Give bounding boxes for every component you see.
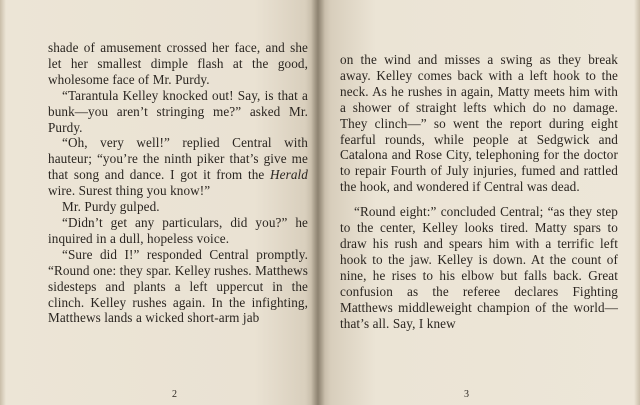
paragraph: “Round eight:” concluded Central; “as they step to the center, Kelley looks tired. Matty spars to draw his rush and spears him with a terrific left hook to the jaw. Kelley is down. At the count of nine, he rises to his elbow but falls back. Great confusion as the referee declares Fighting Matthews middleweight champion of the world—that’s all. Say, I knew xyxy=(340,204,618,331)
paragraph: “Sure did I!” responded Central promptly. “Round one: they spar. Kelley rushes. Matthews sidesteps and plants a left uppercut in the clinch. Kelley rushes again. In the infighting, Matthews lands a wicked short-arm jab xyxy=(48,246,308,326)
book-gutter xyxy=(311,0,325,405)
page-edge-shadow xyxy=(0,0,6,405)
left-page xyxy=(0,0,318,405)
paragraph: shade of amusement crossed her face, and she let her smallest dimple flash at the good, wholesome face of Mr. Purdy. xyxy=(48,40,308,87)
right-page-text xyxy=(340,52,618,331)
page-number: 3 xyxy=(464,389,469,400)
page-edge-shadow xyxy=(634,0,640,405)
paragraph: “Tarantula Kelley knocked out! Say, is that a bunk—you aren’t stringing me?” asked Mr. Purdy. xyxy=(48,87,308,135)
paragraph: “Didn’t get any particulars, did you?” he inquired in a dull, hopeless voice. xyxy=(48,214,308,246)
page-number: 2 xyxy=(172,389,177,400)
paragraph: Mr. Purdy gulped. xyxy=(62,199,160,215)
paragraph: “Oh, very well!” replied Central with hauteur; “you’re the ninth piker that’s give me that song and dance. I got it from the Herald wire. Surest thing you know!” xyxy=(48,135,308,199)
right-page xyxy=(318,0,640,405)
paragraph: on the wind and misses a swing as they break away. Kelley comes back with a left hook to the neck. As he rushes in again, Matty meets him with a shower of straight lefts which do no damage. They clinch—” so went the report during eight fearful rounds, while people at Sedgwick and Catalona and Rose City, telephoning for the doctor to repair Fourth of July injuries, fumed and rattled the hook, and wondered if Central was dead. xyxy=(340,52,618,195)
left-page-text xyxy=(48,40,308,326)
